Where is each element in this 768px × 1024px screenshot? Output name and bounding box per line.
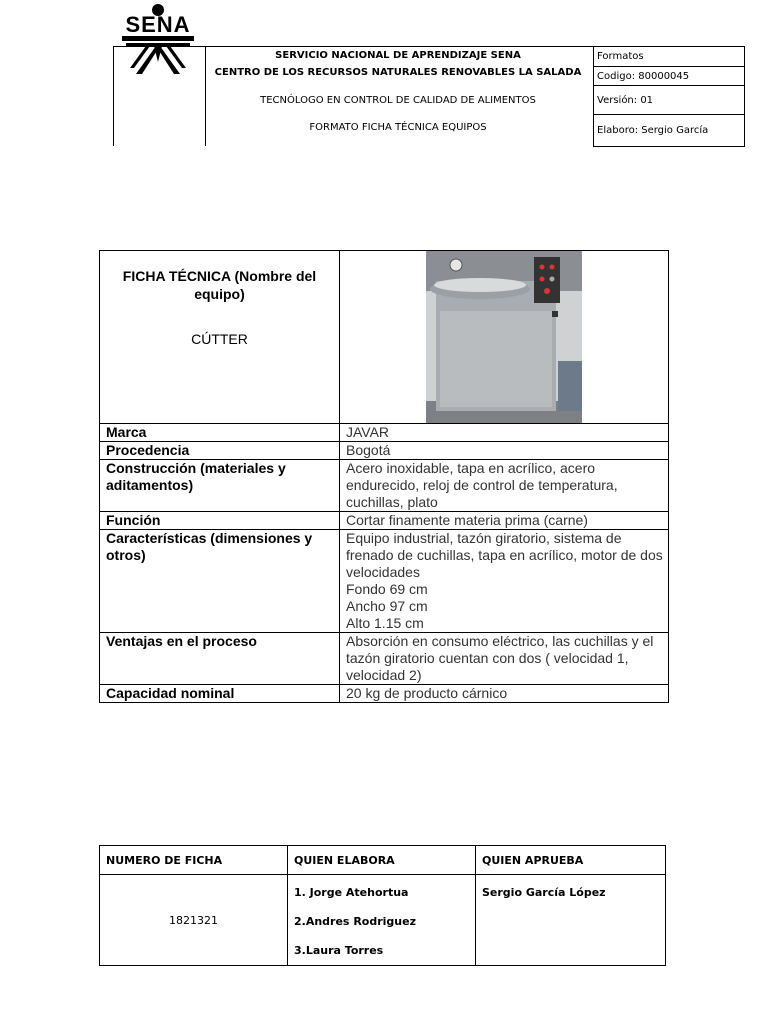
header-line1: SERVICIO NACIONAL DE APRENDIZAJE SENA bbox=[275, 50, 521, 61]
row-capacidad-value: 20 kg de producto cárnico bbox=[340, 685, 669, 703]
row-capacidad-label: Capacidad nominal bbox=[100, 685, 340, 703]
elabora-item: 3.Laura Torres bbox=[294, 944, 384, 957]
image-cell bbox=[340, 251, 669, 424]
row-ventajas-label: Ventajas en el proceso bbox=[100, 633, 340, 685]
dimension-alto: Alto 1.15 cm bbox=[346, 615, 424, 631]
row-caracteristicas-label: Características (dimensiones y otros) bbox=[100, 530, 340, 633]
header-quien-aprueba: QUIEN APRUEBA bbox=[476, 846, 666, 875]
dimension-fondo: Fondo 69 cm bbox=[346, 581, 428, 597]
numero-ficha-value: 1821321 bbox=[100, 875, 288, 966]
row-procedencia-value: Bogotá bbox=[340, 442, 669, 460]
codigo-cell: Codigo: 80000045 bbox=[593, 66, 745, 86]
formatos-cell: Formatos bbox=[593, 46, 745, 67]
row-construccion-value: Acero inoxidable, tapa en acrílico, acero endurecido, reloj de control de temperatura, cuchillas, plato bbox=[340, 460, 669, 512]
elaboro-cell: Elaboro: Sergio García bbox=[593, 114, 745, 147]
row-marca-label: Marca bbox=[100, 424, 340, 442]
row-procedencia-label: Procedencia bbox=[100, 442, 340, 460]
caracteristicas-text: Equipo industrial, tazón giratorio, sistema de frenado de cuchillas, tapa en acrílico, motor de dos velocidades bbox=[346, 530, 663, 580]
ficha-tecnica-table bbox=[99, 250, 669, 703]
header-line2: CENTRO DE LOS RECURSOS NATURALES RENOVABLES LA SALADA bbox=[214, 67, 582, 78]
row-caracteristicas-value bbox=[340, 530, 669, 633]
dimension-ancho: Ancho 97 cm bbox=[346, 598, 428, 614]
row-construccion-label: Construcción (materiales y aditamentos) bbox=[100, 460, 340, 512]
logo-text: SENA bbox=[125, 12, 191, 37]
aprueba-value: Sergio García López bbox=[476, 875, 666, 966]
row-funcion-label: Función bbox=[100, 512, 340, 530]
header-quien-elabora: QUIEN ELABORA bbox=[288, 846, 476, 875]
header-line3: TECNÓLOGO EN CONTROL DE CALIDAD DE ALIMENTOS bbox=[260, 95, 536, 106]
title-cell bbox=[100, 251, 340, 424]
equipment-name: CÚTTER bbox=[191, 331, 248, 347]
row-ventajas-value: Absorción en consumo eléctrico, las cuchillas y el tazón giratorio cuentan con dos ( velocidad 1, velocidad 2) bbox=[340, 633, 669, 685]
elabora-item: 2.Andres Rodriguez bbox=[294, 915, 416, 928]
header-line4: FORMATO FICHA TÉCNICA EQUIPOS bbox=[309, 122, 487, 133]
ficha-title: FICHA TÉCNICA (Nombre del equipo) bbox=[122, 268, 317, 302]
elabora-list bbox=[288, 875, 476, 966]
version-cell: Versión: 01 bbox=[593, 85, 745, 115]
row-funcion-value: Cortar finamente materia prima (carne) bbox=[340, 512, 669, 530]
cutter-photo bbox=[426, 251, 582, 423]
row-marca-value: JAVAR bbox=[340, 424, 669, 442]
elabora-item: 1. Jorge Atehortua bbox=[294, 886, 409, 899]
sena-logo bbox=[116, 2, 200, 74]
header-numero-ficha: NUMERO DE FICHA bbox=[100, 846, 288, 875]
approval-table bbox=[99, 845, 666, 966]
